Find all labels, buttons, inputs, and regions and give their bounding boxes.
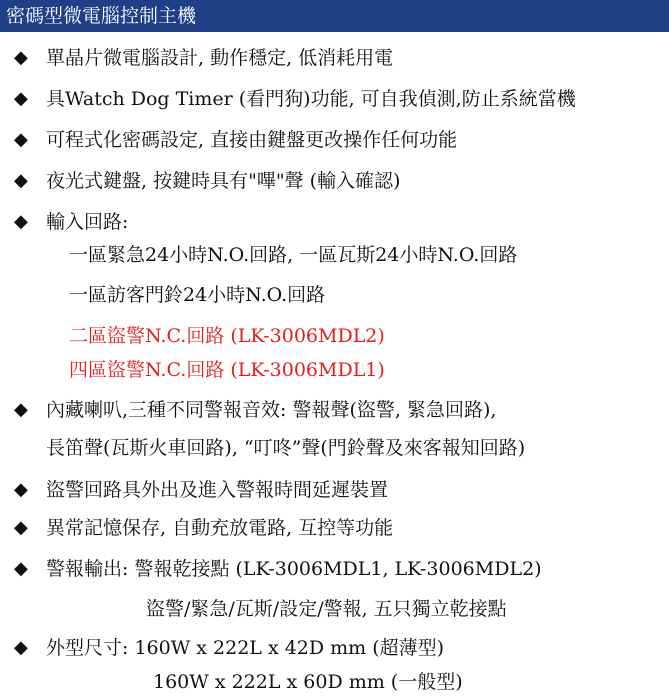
feature-item: 盜警回路具外出及進入警報時間延遲裝置 [46, 479, 389, 501]
bullet-diamond-icon: ◆ [14, 637, 28, 658]
input-circuit-item-highlight: 二區盜警N.C.回路 (LK-3006MDL2) [69, 325, 385, 347]
feature-item: 輸入回路: [46, 211, 129, 233]
input-circuit-item: 一區訪客門鈴24小時N.O.回路 [69, 284, 326, 306]
input-circuit-item: 一區緊急24小時N.O.回路, 一區瓦斯24小時N.O.回路 [69, 244, 518, 266]
feature-item: 警報輸出: 警報乾接點 (LK-3006MDL1, LK-3006MDL2) [46, 558, 542, 580]
page-title: 密碼型微電腦控制主機 [0, 0, 669, 32]
bullet-diamond-icon: ◆ [14, 558, 28, 579]
feature-item: 內藏喇叭,三種不同警報音效: 警報聲(盜警, 緊急回路), [46, 399, 497, 421]
feature-item: 異常記憶保存, 自動充放電路, 互控等功能 [46, 517, 394, 539]
feature-item-continuation: 長笛聲(瓦斯火車回路), “叮咚”聲(門鈴聲及來客報知回路) [46, 437, 526, 459]
bullet-diamond-icon: ◆ [14, 88, 28, 109]
feature-item-continuation: 160W x 222L x 60D mm (一般型) [153, 671, 463, 693]
feature-item: 單晶片微電腦設計, 動作穩定, 低消耗用電 [46, 47, 394, 69]
bullet-diamond-icon: ◆ [14, 399, 28, 420]
bullet-diamond-icon: ◆ [14, 479, 28, 500]
feature-item: 具Watch Dog Timer (看門狗)功能, 可自我偵測,防止系統當機 [46, 88, 576, 110]
input-circuit-item-highlight: 四區盜警N.C.回路 (LK-3006MDL1) [69, 359, 385, 381]
bullet-diamond-icon: ◆ [14, 47, 28, 68]
feature-item-continuation: 盜警/緊急/瓦斯/設定/警報, 五只獨立乾接點 [146, 598, 507, 620]
bullet-diamond-icon: ◆ [14, 170, 28, 191]
bullet-diamond-icon: ◆ [14, 129, 28, 150]
bullet-diamond-icon: ◆ [14, 211, 28, 232]
bullet-diamond-icon: ◆ [14, 517, 28, 538]
feature-item: 外型尺寸: 160W x 222L x 42D mm (超薄型) [46, 637, 445, 659]
feature-item: 可程式化密碼設定, 直接由鍵盤更改操作任何功能 [46, 129, 458, 151]
feature-item: 夜光式鍵盤, 按鍵時具有"嗶"聲 (輸入確認) [46, 170, 401, 192]
